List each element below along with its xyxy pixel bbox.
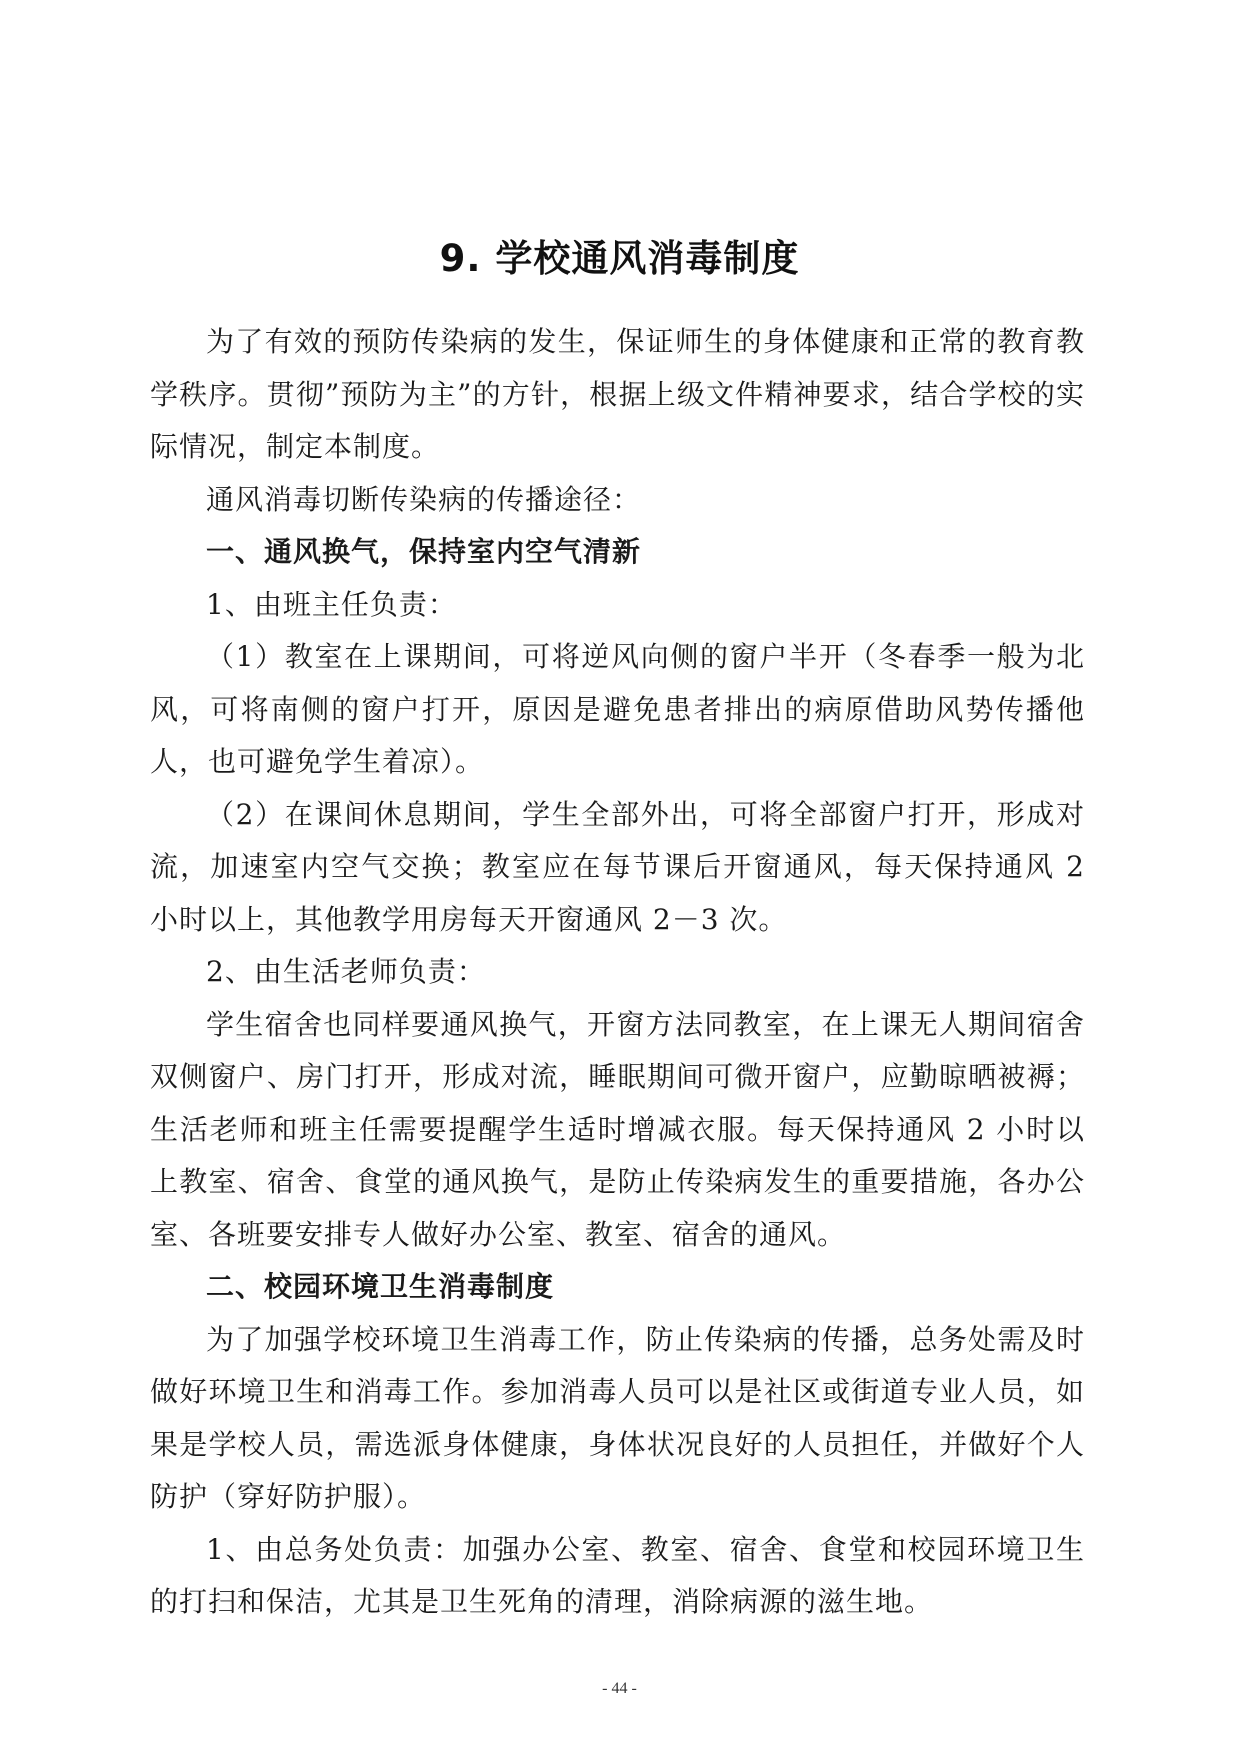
- paragraph-ventilation-intro: 通风消毒切断传染病的传播途径：: [206, 482, 642, 516]
- paragraph-environment: 为了加强学校环境卫生消毒工作，防止传染病的传播，总务处需及时做好环境卫生和消毒工作。参加消毒人员可以是社区或街道专业人员，如果是学校人员，需选派身体健康，身体状况良好的人员担任，并做好个人防护（穿好防护服）。: [150, 1322, 1085, 1513]
- paragraph-item-1: （1）教室在上课期间，可将逆风向侧的窗户半开（冬春季一般为北风，可将南侧的窗户打开，原因是避免患者排出的病原借助风势传播他人，也可避免学生着凉）。: [150, 640, 1085, 778]
- subsection-2-1: 1、由总务处负责：加强办公室、教室、宿舍、食堂和校园环境卫生的打扫和保洁，尤其是卫生死角的清理，消除病源的滋生地。: [150, 1532, 1085, 1618]
- document-title: 9. 学校通风消毒制度: [439, 237, 800, 280]
- subsection-1-2: 2、由生活老师负责：: [206, 955, 486, 988]
- subsection-1-1: 1、由班主任负责：: [206, 587, 457, 621]
- paragraph-intro: 为了有效的预防传染病的发生，保证师生的身体健康和正常的教育教学秩序。贯彻”预防为主”的方针，根据上级文件精神要求，结合学校的实际情况，制定本制度。: [150, 325, 1085, 463]
- paragraph-dormitory: 学生宿舍也同样要通风换气，开窗方法同教室，在上课无人期间宿舍双侧窗户、房门打开，形成对流，睡眠期间可微开窗户，应勤晾晒被褥；生活老师和班主任需要提醒学生适时增减衣服。每天保持通风 2 小时以上教室、宿舍、食堂的通风换气，是防止传染病发生的重要措施，各办公室、各班要安排专人做好办公室、教室、宿舍的通风。: [150, 1007, 1085, 1251]
- document-body: [150, 316, 1085, 1629]
- paragraph-item-2: （2）在课间休息期间，学生全部外出，可将全部窗户打开，形成对流，加速室内空气交换；教室应在每节课后开窗通风，每天保持通风 2 小时以上，其他教学用房每天开窗通风 2－3 次。: [150, 797, 1085, 936]
- section-heading-1: 一、通风换气，保持室内空气清新: [206, 535, 642, 568]
- section-heading-2: 二、校园环境卫生消毒制度: [206, 1270, 555, 1303]
- page-number: - 44 -: [602, 1680, 637, 1697]
